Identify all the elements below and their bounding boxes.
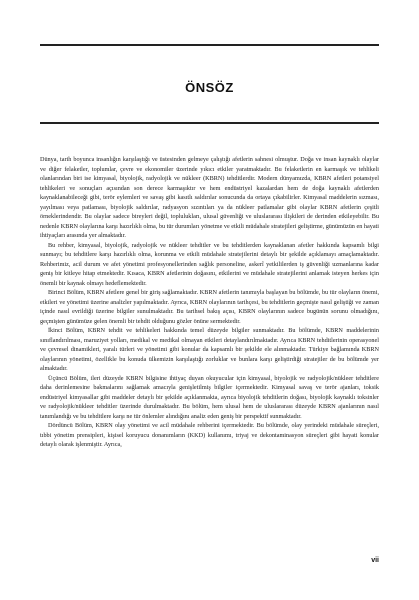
paragraph: Birinci Bölüm, KBRN afetlere genel bir giriş sağlamaktadır. KBRN afetlerin tanımıyla başlayan bu bölümde, bu tür olayların önemi, etkileri ve yönetimi üzerine analizler yapılmaktadır. Ayrıca, KBRN olaylarının tarihçesi, bu tehditlerin geçmişte nasıl geliştiği ve zaman içinde nasıl evrildiği üzerine bilgiler sunulmaktadır. Bu tarihsel bakış açısı, KBRN olaylarının sadece bugünün sorunu olmadığını, geçmişten günümüze gelen önemli bir tehdit olduğunu gözler önüne sermektedir. bbox=[40, 289, 379, 325]
paragraph: Bu rehber, kimyasal, biyolojik, radyolojik ve nükleer tehditler ve bu tehditlerden kaynaklanan afetler hakkında kapsamlı bilgi sunmayı; bu tehditlere karşı hazırlıklı olma, korunma ve etkili müdahale stratejilerini detaylı bir şekilde açıklamayı amaçlamaktadır. Rehberimiz, acil durum ve afet yönetimi profesyonellerinden sağlık personeline, askerî yetkililerden iş güvenliği uzmanlarına kadar geniş bir kitleye hitap etmektedir. Kısaca, KBRN afetlerinin doğasını, etkilerini ve müdahale stratejilerini anlamak isteyen herkes için önemli bir kaynak olmayı hedeflemektedir. bbox=[40, 241, 379, 287]
top-rule bbox=[40, 44, 379, 46]
page-number: vii bbox=[371, 557, 379, 564]
paragraph: Dünya, tarih boyunca insanlığın karşılaştığı ve üstesinden gelmeye çalıştığı afetlerin sahnesi olmuştur. Doğa ve insan kaynaklı olaylar ve diğer felaketler, toplumlar, çevre ve ekonomiler üzerinde yıkıcı etkiler yaratmaktadır. Bu felaketlerin en karmaşık ve tehlikeli olanlarından biri ise kimyasal, biyolojik, radyolojik ve nükleer (KBRN) tehditlerdir. Modern dünyamızda, KBRN afetleri potansiyel tehlikeleri ve sonuçları açısından son derece karmaşıktır ve hem endüstriyel kazalardan hem de doğa kaynaklı afetlerden kaynaklanabileceği gibi, terör eylemleri ve savaş gibi kasıtlı saldırılar sonucunda da ortaya çıkabilirler. Kimyasal maddelerin sızması, yayılması veya patlaması, biyolojik saldırılar, radyasyon sızıntıları ya da nükleer patlamalar gibi olaylar KBRN afetlerin çeşitli örneklerindendir. Bu olaylar sadece bireyleri değil, toplulukları, ulusal güvenliği ve uluslararası ilişkileri de derinden etkileyebilir. Bu nedenle KBRN olaylarına karşı hazırlıklı olma, bu tür durumları yönetme ve etkili müdahale stratejileri geliştirme, günümüzün en hayati ihtiyaçları arasında yer almaktadır. bbox=[40, 156, 379, 239]
page-title: ÖNSÖZ bbox=[185, 80, 234, 95]
paragraph: İkinci Bölüm, KBRN tehdit ve tehlikeleri hakkında temel düzeyde bilgiler sunmaktadır. Bu bölümde, KBRN maddelerinin sınıflandırılması, maruziyet yolları, medikal ve medikal olmayan etkileri detaylandırılmaktadır. Ayrıca KBRN tehditlerinin operasyonel ve çevresel dinamikleri, yaralı türleri ve yönetimi gibi konular da kapsamlı bir şekilde ele alınmaktadır. Türkiye bağlamında KBRN olaylarının yönetimi, özellikle bu konuda ülkemizin karşılaştığı zorluklar ve bunlara karşı geliştirdiği stratejiler de bu bölümde yer almaktadır. bbox=[40, 327, 379, 372]
body-text bbox=[40, 155, 379, 450]
bottom-rule bbox=[40, 122, 379, 124]
paragraph: Üçüncü Bölüm, ileri düzeyde KBRN bilgisine ihtiyaç duyan okuyucular için kimyasal, biyolojik ve radyolojik/nükleer tehditlere daha derinlemesine bakmalarını sağlamak amacıyla genişletilmiş bilgiler içermektedir. Kimyasal savaş ve terör ajanları, toksik endüstriyel kimyasallar gibi maddeler detaylı bir şekilde açıklanmakta, ayrıca biyolojik tehditlerin doğası, biyolojik kaynaklı toksinler ve radyolojik/nükleer tehditler üzerinde durulmaktadır. Bu bölüm, hem ulusal hem de uluslararası düzeyde KBRN ajanlarının nasıl tanımlandığı ve bu tehditlere karşı ne tür önlemler alındığını analiz eden geniş bir perspektif sunmaktadır. bbox=[40, 374, 379, 420]
paragraph: Dördüncü Bölüm, KBRN olay yönetimi ve acil müdahale rehberini içermektedir. Bu bölümde, olay yerindeki müdahale süreçleri, tıbbi yönetim prensipleri, kişisel koruyucu donanımların (KKD) kullanımı, triyaj ve dekontaminasyon süreçleri gibi hayati konular detaylı olarak işlenmiştir. Ayrıca, bbox=[40, 422, 379, 448]
